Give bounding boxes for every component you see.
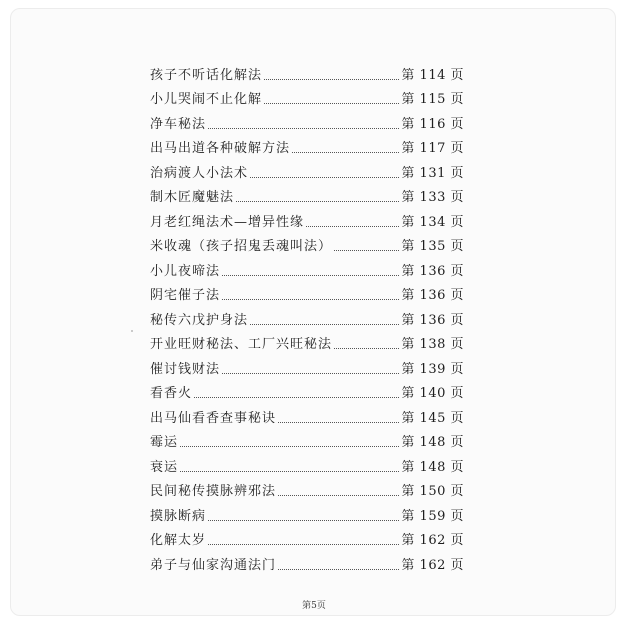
toc-entry: [150, 255, 464, 280]
dot-leader: [292, 151, 399, 153]
dot-leader: [222, 274, 399, 276]
toc-entry-page: 第 150 页: [401, 484, 464, 499]
toc-entry-title: 霉运: [150, 435, 179, 450]
toc-entry: [150, 304, 464, 329]
toc-entry-page: 第 136 页: [401, 312, 464, 328]
toc-entry: [150, 59, 464, 84]
dot-leader: [250, 176, 399, 178]
dot-leader: [250, 323, 399, 325]
scan-speck: [131, 330, 133, 332]
dot-leader: [236, 200, 399, 202]
dot-leader: [180, 470, 399, 472]
toc-entry-page: 第 136 页: [401, 263, 464, 279]
toc-entry-page: 第 138 页: [401, 337, 464, 352]
toc-entry-page: 第 148 页: [401, 459, 464, 475]
toc-entry-page: 第 117 页: [401, 141, 464, 156]
toc-entry-page: 第 133 页: [401, 190, 464, 205]
toc-entry: [150, 133, 464, 158]
dot-leader: [264, 78, 399, 80]
toc-entry-page: 第 140 页: [401, 386, 464, 401]
toc-entry-title: 弟子与仙家沟通法门: [150, 557, 277, 573]
toc-entry-title: 米收魂（孩子招鬼丢魂叫法）: [150, 239, 333, 254]
toc-entry-title: 制木匠魔魅法: [150, 190, 235, 205]
toc-entry: [150, 206, 464, 231]
toc-entry-title: 净车秘法: [150, 116, 207, 132]
toc-entry-page: 第 148 页: [401, 435, 464, 450]
toc-entry-title: 小儿哭闹不止化解: [150, 92, 263, 107]
toc-entry: [150, 549, 464, 574]
toc-entry-title: 出马出道各种破解方法: [150, 141, 291, 156]
toc-entry-page: 第 115 页: [401, 92, 464, 107]
dot-leader: [208, 127, 399, 129]
toc-entry: [150, 378, 464, 403]
dot-leader: [306, 225, 399, 227]
toc-entry-title: 催讨钱财法: [150, 361, 221, 377]
toc-entry-title: 孩子不听话化解法: [150, 67, 263, 83]
toc-entry: [150, 402, 464, 427]
dot-leader: [278, 421, 399, 423]
toc-entry: [150, 84, 464, 109]
toc-entry-title: 小儿夜啼法: [150, 263, 221, 279]
toc-entry: [150, 476, 464, 501]
toc-entry-title: 秘传六戊护身法: [150, 312, 249, 328]
toc-entry-title: 民间秘传摸脉辨邪法: [150, 484, 277, 499]
toc-entry-title: 摸脉断病: [150, 508, 207, 524]
toc-entry: [150, 500, 464, 525]
toc-entry-title: 治病渡人小法术: [150, 165, 249, 181]
toc-entry-page: 第 134 页: [401, 214, 464, 230]
toc-entry-title: 开业旺财秘法、工厂兴旺秘法: [150, 337, 333, 352]
dot-leader: [334, 347, 399, 349]
toc-entry: [150, 451, 464, 476]
toc-entry-page: 第 159 页: [401, 508, 464, 524]
dot-leader: [208, 543, 399, 545]
toc-entry: [150, 108, 464, 133]
dot-leader: [222, 298, 399, 300]
toc-entry-page: 第 145 页: [401, 410, 464, 426]
toc-entry-page: 第 162 页: [401, 533, 464, 548]
toc-entry-title: 出马仙看香查事秘诀: [150, 410, 277, 426]
dot-leader: [194, 396, 399, 398]
toc-entry: [150, 157, 464, 182]
toc-entry-page: 第 114 页: [401, 67, 464, 83]
toc-entry: [150, 231, 464, 256]
dot-leader: [208, 519, 399, 521]
dot-leader: [334, 249, 399, 251]
toc-entry-title: 看香火: [150, 386, 193, 401]
table-of-contents: [150, 59, 464, 574]
toc-entry: [150, 280, 464, 305]
toc-entry-title: 月老红绳法术—增异性缘: [150, 214, 305, 230]
toc-entry-page: 第 136 页: [401, 288, 464, 303]
toc-entry-page: 第 139 页: [401, 361, 464, 377]
toc-entry-page: 第 116 页: [401, 116, 464, 132]
toc-entry-title: 衰运: [150, 459, 179, 475]
toc-entry: [150, 353, 464, 378]
toc-entry: [150, 329, 464, 354]
dot-leader: [222, 372, 399, 374]
toc-entry: [150, 182, 464, 207]
toc-entry-title: 化解太岁: [150, 533, 207, 548]
dot-leader: [264, 102, 399, 104]
toc-entry-page: 第 162 页: [401, 557, 464, 573]
toc-entry: [150, 525, 464, 550]
page-number-footer: 第5页: [302, 601, 326, 611]
dot-leader: [278, 568, 399, 570]
toc-entry-page: 第 135 页: [401, 239, 464, 254]
toc-entry: [150, 427, 464, 452]
dot-leader: [180, 445, 399, 447]
toc-entry-page: 第 131 页: [401, 165, 464, 181]
toc-entry-title: 阴宅催子法: [150, 288, 221, 303]
dot-leader: [278, 494, 399, 496]
